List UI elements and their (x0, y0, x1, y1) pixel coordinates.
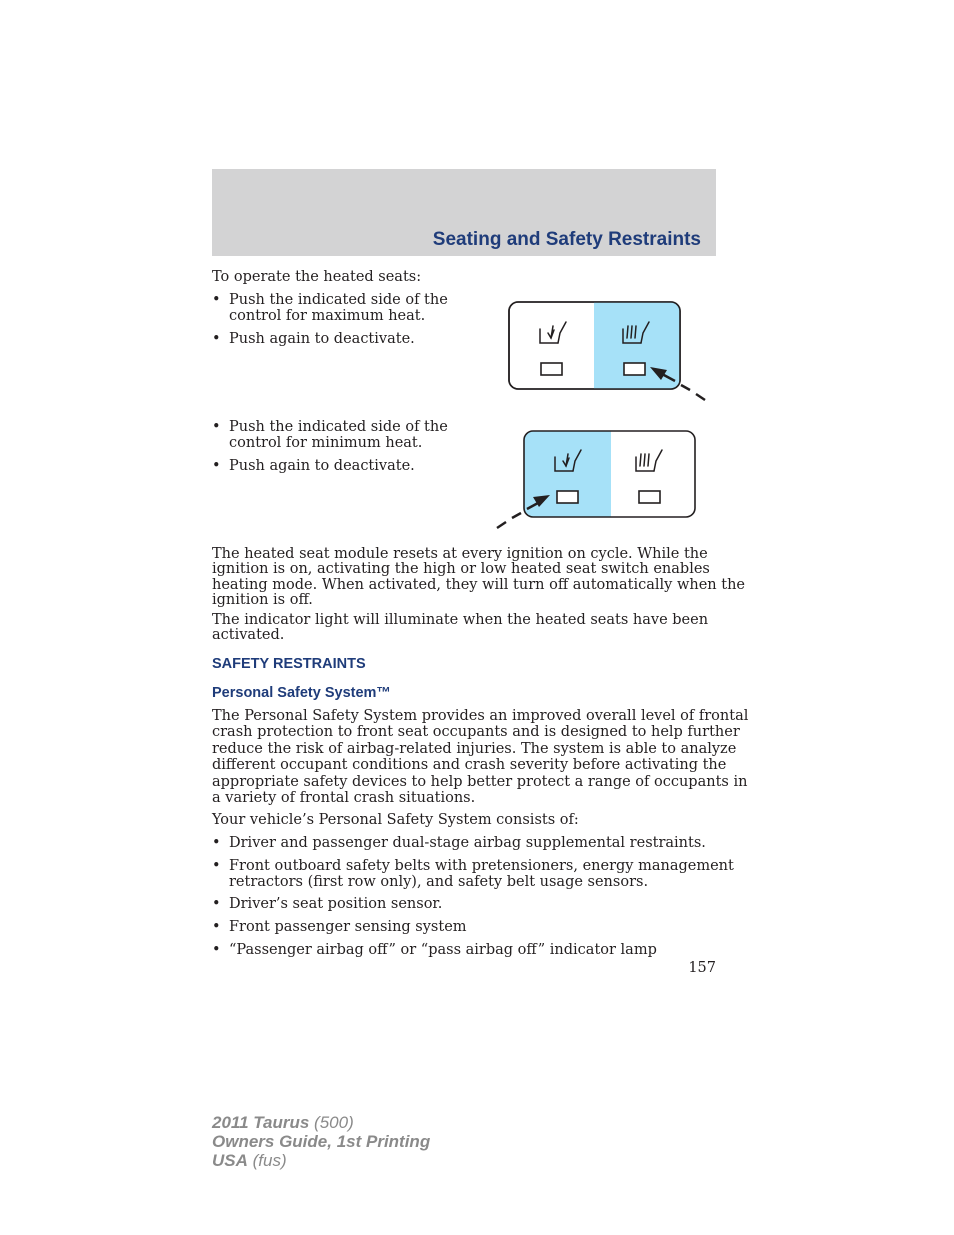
heated-seat-switch-min-figure (490, 425, 705, 535)
indicator-light-paragraph: The indicator light will illuminate when the heated seats have been activated. (212, 612, 709, 644)
indicator-light-high (624, 363, 645, 375)
page-number: 157 (688, 960, 716, 976)
chapter-header-band (212, 169, 716, 256)
section-heading: SAFETY RESTRAINTS (212, 656, 366, 672)
subsection-heading: Personal Safety System™ (212, 685, 391, 701)
heated-seats-intro: To operate the heated seats: (212, 269, 422, 285)
personal-safety-paragraph: The Personal Safety System provides an improved overall level of frontal crash protection to front seat occupants and is designed to help further reduce the risk of airbag-related injuries. The system is able to analyze different occupant conditions and crash severity before activating the appropriate safety devices to help better protect a range of occupants in a variety of frontal crash situations. (212, 708, 749, 807)
indicator-light-low (541, 363, 562, 375)
module-reset-paragraph: The heated seat module resets at every ignition on cycle. While the ignition is on, activating the high or low heated seat switch enables heating mode. When activated, they will turn off automatically when the ignition is off. (212, 546, 745, 608)
document-footer: 2011 Taurus (500) Owners Guide, 1st Printing USA (fus) (212, 1113, 431, 1170)
seat-high-heat-icon (636, 450, 662, 471)
indicator-light-high (639, 491, 660, 503)
indicator-light-low (557, 491, 578, 503)
chapter-title: Seating and Safety Restraints (432, 229, 701, 250)
heated-seat-switch-max-figure (500, 295, 715, 405)
consists-of-text: Your vehicle’s Personal Safety System consists of: (212, 812, 579, 828)
